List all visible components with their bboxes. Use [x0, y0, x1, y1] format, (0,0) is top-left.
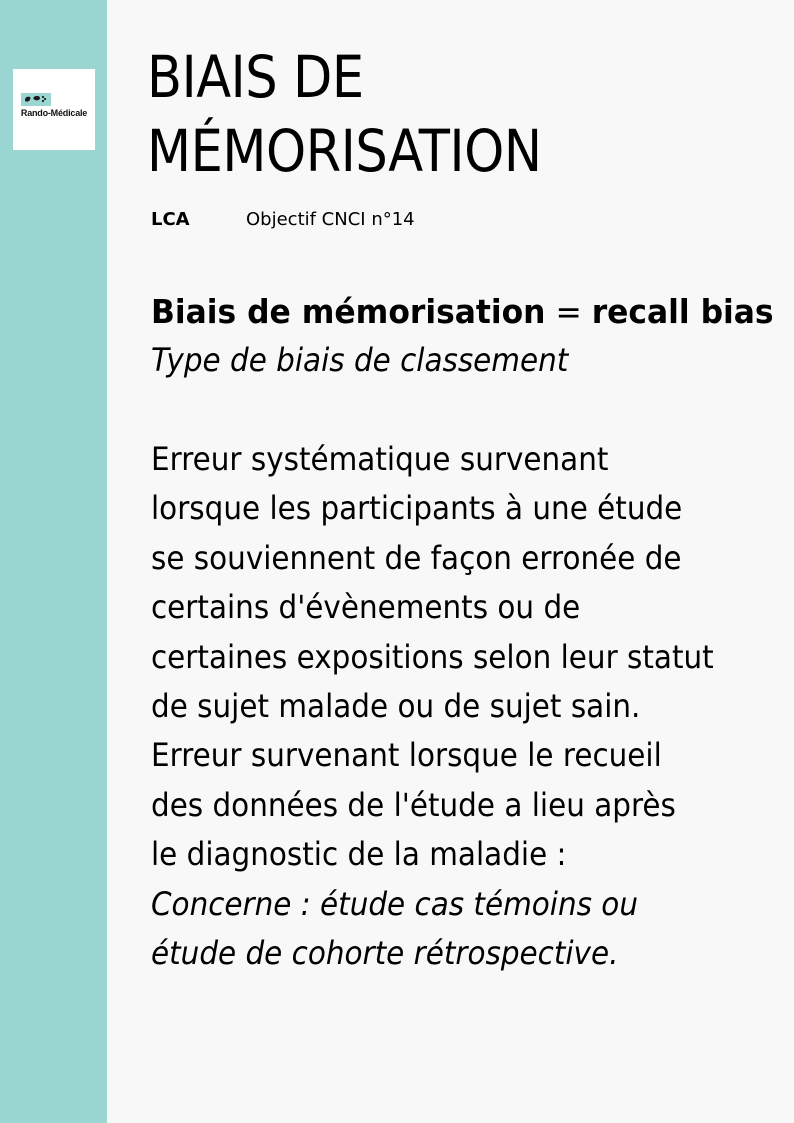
definition-line: certaines expositions selon leur statut [151, 637, 714, 676]
definition-line: Erreur survenant lorsque le recueil [151, 736, 662, 775]
spacer [151, 385, 791, 435]
title-line-2: MÉMORISATION [147, 117, 542, 185]
page-title [147, 40, 542, 188]
definition-line: Erreur systématique survenant [151, 440, 609, 478]
concerne-line: étude de cohorte rétrospective. [151, 934, 619, 973]
term-french: Biais de mémorisation [151, 292, 546, 331]
definition-line: lorsque les participants à une étude [151, 489, 683, 528]
footprints-icon [21, 93, 51, 106]
definition-paragraph [151, 435, 791, 978]
definition-line: de sujet malade ou de sujet sain. [151, 687, 641, 726]
definition-line: se souviennent de façon erronée de [151, 538, 682, 577]
brand-name: Rando-Médicale [20, 108, 88, 118]
definition-line: le diagnostic de la maladie : [151, 835, 567, 874]
meta-row [151, 206, 415, 232]
concerne-line: Concerne : étude cas témoins ou [151, 884, 638, 923]
definition-line: des données de l'étude a lieu après [151, 785, 676, 824]
content-body [151, 288, 791, 978]
brand-logo [13, 69, 95, 150]
bias-type: Type de biais de classement [151, 341, 569, 379]
subject-label: LCA [151, 208, 190, 230]
objective-label: Objectif CNCI n°14 [246, 208, 415, 230]
term-heading [151, 288, 774, 336]
term-english: recall bias [591, 292, 774, 331]
definition-line: certains d'évènements ou de [151, 588, 581, 627]
term-separator: = [545, 292, 592, 331]
sidebar-band [0, 0, 107, 1123]
title-line-1: BIAIS DE [147, 43, 364, 111]
